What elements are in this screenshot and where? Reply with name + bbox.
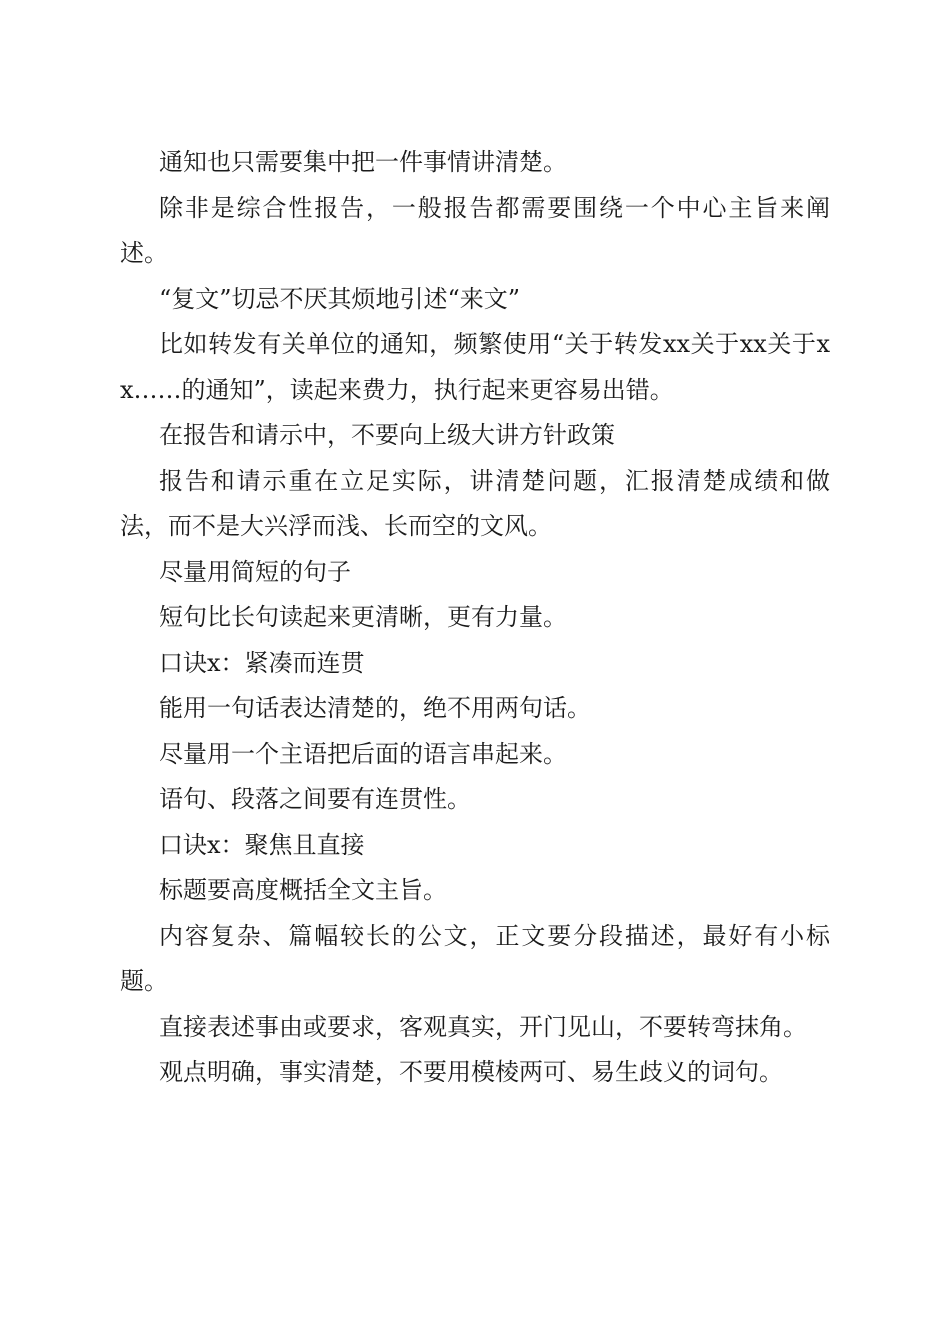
paragraph: 标题要高度概括全文主旨。 [159, 876, 447, 904]
paragraph: 短句比长句读起来更清晰，更有力量。 [159, 603, 567, 631]
paragraph: 内容复杂、篇幅较长的公文，正文要分段描述，最好有小标题。 [120, 921, 830, 995]
paragraph: 比如转发有关单位的通知，频繁使用“关于转发xx关于xx关于xx……的通知”，读起来费力，执行起来更容易出错。 [120, 330, 830, 404]
document-body [120, 140, 830, 1096]
paragraph: 在报告和请示中，不要向上级大讲方针政策 [159, 421, 615, 449]
paragraph: 能用一句话表达清楚的，绝不用两句话。 [159, 694, 591, 722]
paragraph: 语句、段落之间要有连贯性。 [159, 785, 471, 813]
paragraph: 直接表述事由或要求，客观真实，开门见山，不要转弯抹角。 [159, 1012, 807, 1041]
paragraph: 通知也只需要集中把一件事情讲清楚。 [159, 148, 567, 176]
paragraph: “复文”切忌不厌其烦地引述“来文” [159, 284, 521, 313]
paragraph: 尽量用一个主语把后面的语言串起来。 [159, 739, 567, 768]
paragraph: 口诀x：聚焦且直接 [159, 830, 365, 859]
paragraph: 报告和请示重在立足实际，讲清楚问题，汇报清楚成绩和做法，而不是大兴浮而浅、长而空的文风。 [120, 466, 830, 540]
paragraph: 观点明确，事实清楚，不要用模棱两可、易生歧义的词句。 [159, 1058, 783, 1086]
paragraph: 口诀x：紧凑而连贯 [159, 648, 365, 677]
paragraph: 除非是综合性报告，一般报告都需要围绕一个中心主旨来阐述。 [120, 193, 830, 267]
paragraph: 尽量用简短的句子 [159, 557, 351, 586]
